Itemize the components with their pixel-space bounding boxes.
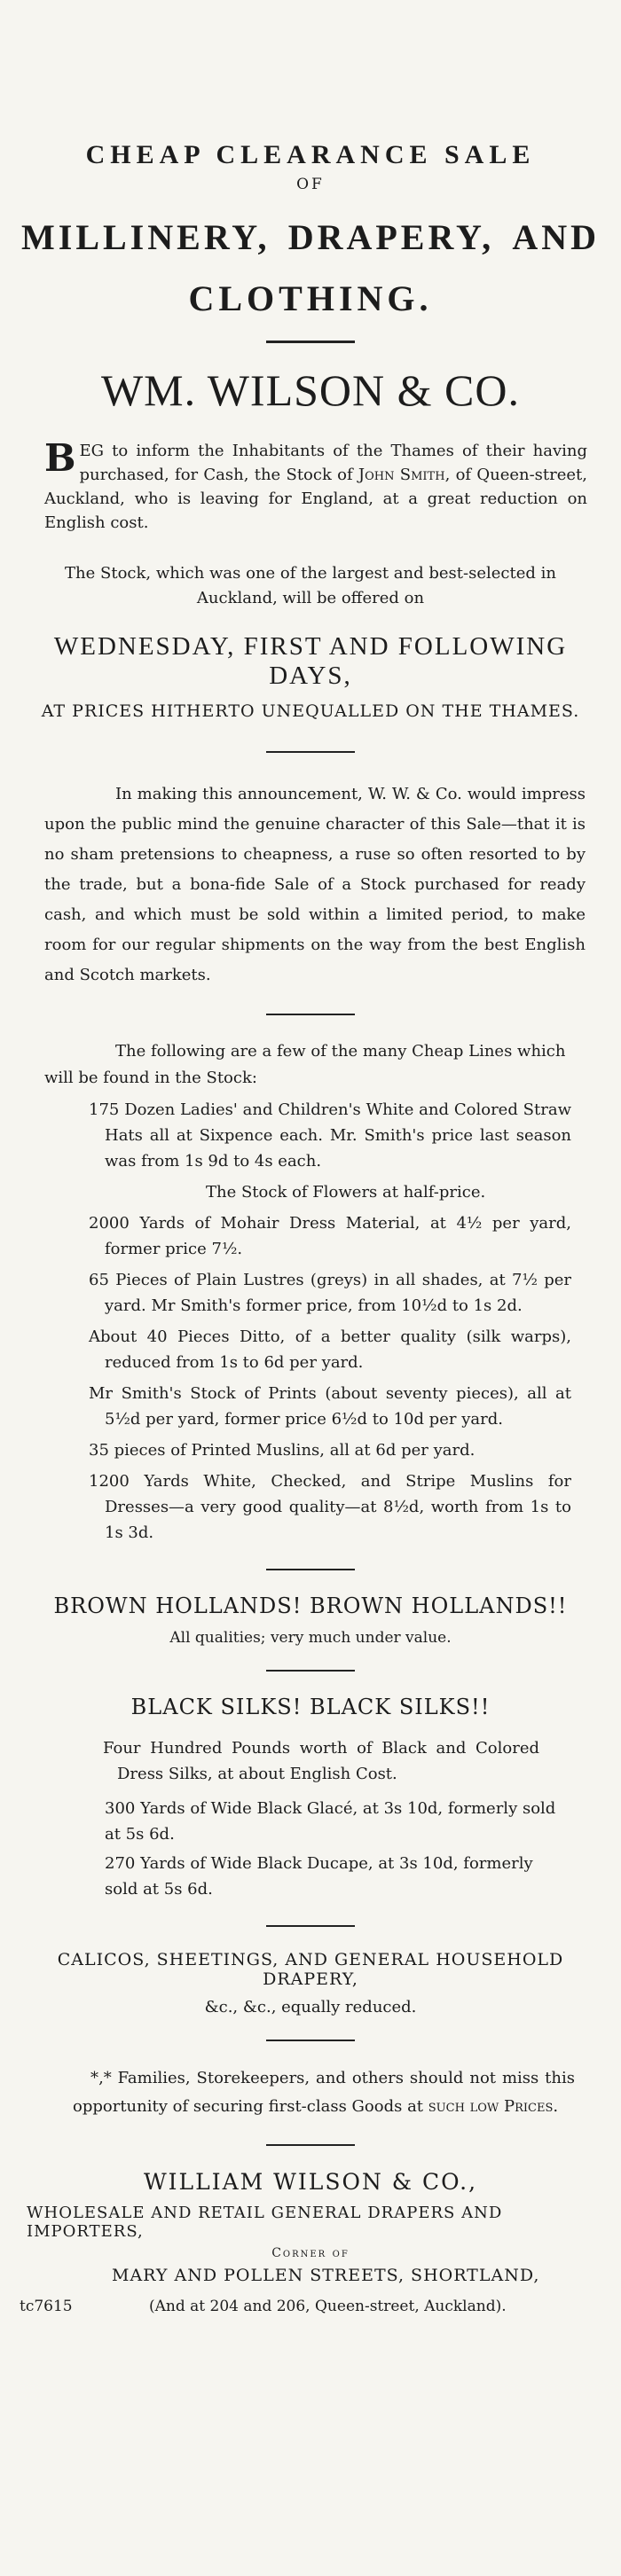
divider (266, 2040, 355, 2041)
list-item: Mr Smith's Stock of Prints (about seventy pieces), all at 5½d per yard, former price 6½d to 10d per yard. (89, 1384, 571, 1429)
firm-name: WM. WILSON & CO. (100, 365, 520, 415)
intro-paragraph: BEG to inform the Inhabitants of the Thames of their having purchased, for Cash, the Stock of John Smith, of Queen-street, Auckland, who is leaving for England, at a great reduction on English cost. (44, 436, 588, 532)
drop-cap: B (44, 436, 76, 480)
calicos-etc: &c., &c., equally reduced. (204, 1998, 417, 2016)
headline-word: MILLINERY, (21, 217, 271, 257)
headline-word: DRAPERY, (287, 217, 495, 257)
announcement-paragraph: In making this announcement, W. W. & Co. would impress upon the public mind the genuine character of this Sale—that it is no sham pretensions to cheapness, a ruse so often resorted to by the trade, but a bona-fide Sale of a Stock purchased for ready cash, and which must be sold within a limited period, to make room for our regular shipments on the way from the best English and Scotch markets. (44, 785, 586, 984)
list-item: 1200 Yards White, Checked, and Stripe Muslins for Dresses—a very good quality—at 8½d, worth from 1s to 1s 3d. (89, 1472, 571, 1542)
families-notice: *‚* Families, Storekeepers, and others should not miss this opportunity of securing first-class Goods at such low Prices. (73, 2069, 575, 2116)
divider (266, 1670, 355, 1672)
headline-word: AND (512, 217, 600, 257)
headline-clothing: CLOTHING. (188, 278, 433, 318)
footer-address: (And at 204 and 206, Queen-street, Auckland). (149, 2298, 507, 2315)
black-silks-para: Four Hundred Pounds worth of Black and Colored Dress Silks, at about English Cost. (103, 1739, 539, 1783)
divider (266, 1569, 355, 1570)
black-silks-line: 300 Yards of Wide Black Glacé, at 3s 10d, formerly sold at 5s 6d. (105, 1799, 556, 1844)
divider (266, 1014, 355, 1015)
footer-business: WHOLESALE AND RETAIL GENERAL DRAPERS AND IMPORTERS, (27, 2204, 503, 2241)
brown-hollands-heading: BROWN HOLLANDS! BROWN HOLLANDS!! (53, 1593, 568, 1618)
list-item: 35 pieces of Printed Muslins, all at 6d per yard. (89, 1441, 476, 1460)
divider (266, 751, 355, 753)
cheap-lines-intro: The following are a few of the many Cheap Lines which will be found in the Stock: (44, 1042, 566, 1087)
headline-of: OF (296, 176, 325, 193)
calicos-heading: CALICOS, SHEETINGS, AND GENERAL HOUSEHOLD DRAPERY, (57, 1950, 564, 1989)
list-item: 175 Dozen Ladies' and Children's White and Colored Straw Hats all at Sixpence each. Mr. Smith's price last season was from 1s 9d to 4s each. (89, 1100, 571, 1171)
sale-days: WEDNESDAY, FIRST AND FOLLOWING DAYS, (53, 632, 568, 690)
footer-firm-name: WILLIAM WILSON & CO., (143, 2169, 478, 2195)
headline-sale: CHEAP CLEARANCE SALE (85, 140, 536, 169)
black-silks-heading: BLACK SILKS! BLACK SILKS!! (130, 1695, 491, 1719)
stock-line: The Stock, which was one of the largest and best-selected in Auckland, will be offered on (65, 564, 556, 607)
list-item: 65 Pieces of Plain Lustres (greys) in all shades, at 7½ per yard. Mr Smith's former price, from 10½d to 1s 2d. (89, 1271, 571, 1315)
list-item: 2000 Yards of Mohair Dress Material, at 4½ per yard, former price 7½. (89, 1214, 571, 1258)
advertisement (0, 140, 621, 2576)
list-item: The Stock of Flowers at half-price. (206, 1183, 486, 1202)
prices-line: AT PRICES HITHERTO UNEQUALLED ON THE THAMES. (41, 701, 580, 721)
divider (266, 1925, 355, 1927)
asterism: *‚* (90, 2069, 112, 2087)
black-silks-line: 270 Yards of Wide Black Ducape, at 3s 10d, formerly sold at 5s 6d. (105, 1854, 533, 1899)
emphasis: such low Prices (428, 2097, 554, 2116)
divider (266, 341, 355, 343)
ad-code: tc7615 (20, 2298, 73, 2315)
headline-goods (20, 216, 601, 258)
footer-streets: MARY AND POLLEN STREETS, SHORTLAND, (112, 2266, 540, 2285)
seller-name: John Smith (358, 466, 445, 484)
divider (266, 2144, 355, 2146)
brown-hollands-sub: All qualities; very much under value. (169, 1629, 452, 1647)
footer-bottom (20, 2298, 601, 2315)
footer-corner: Corner of (271, 2246, 350, 2260)
list-item: About 40 Pieces Ditto, of a better quality (silk warps), reduced from 1s to 6d per yard. (89, 1327, 571, 1372)
